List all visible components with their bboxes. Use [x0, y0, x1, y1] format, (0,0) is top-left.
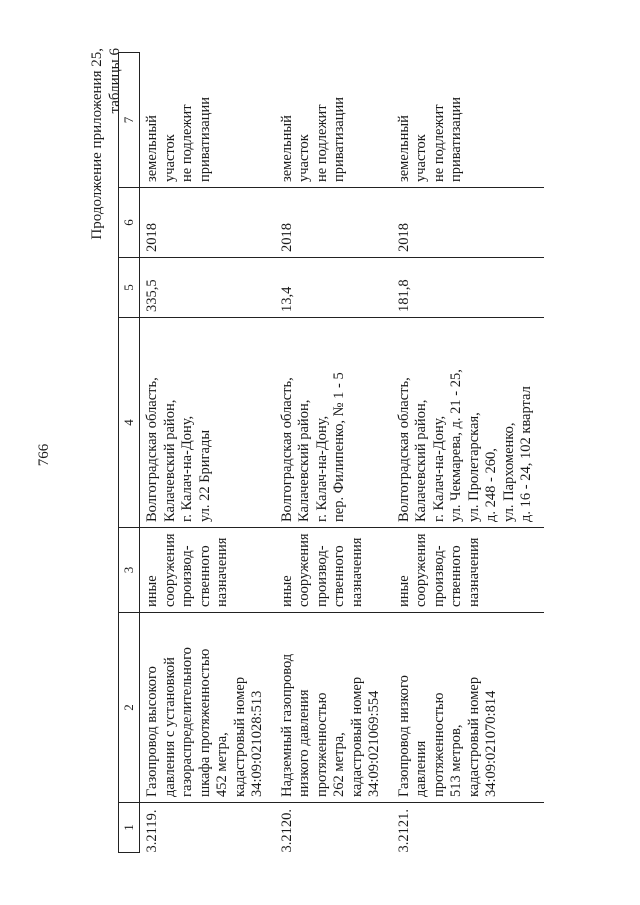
object-address-line: г. Калач-на-Дону,: [430, 415, 447, 522]
object-address-line: г. Калач-на-Дону,: [313, 415, 330, 522]
column-number: 5: [119, 258, 140, 318]
object-name-line: давления с установкой: [161, 657, 178, 797]
object-note-line: приватизации: [448, 96, 464, 182]
object-name-line: 34:09:021069:554: [366, 690, 382, 797]
object-address-line: Волгоградская область,: [395, 377, 412, 522]
column-number: 7: [119, 53, 140, 188]
object-address-line: Калачевский район,: [413, 399, 429, 522]
object-note-line: участок: [413, 134, 429, 182]
continuation-line-2: таблицы 6: [107, 48, 123, 114]
object-note-line: не подлежит: [179, 104, 195, 182]
object-address-line: ул. Чекмарева, д. 21 - 25,: [448, 369, 464, 522]
column-number: 2: [119, 613, 140, 803]
object-year: 2018: [140, 188, 275, 258]
object-address: [275, 318, 392, 528]
object-note-line: земельный: [278, 115, 295, 182]
object-address-line: д. 248 - 260,: [483, 448, 499, 522]
object-address-line: ул. Пархоменко,: [500, 422, 517, 522]
object-name: [392, 613, 544, 803]
object-type-line: сооружения: [161, 533, 178, 607]
object-type-line: иные: [278, 575, 295, 607]
object-name-line: газораспределительного: [179, 647, 195, 797]
object-name: [275, 613, 392, 803]
page-number: 766: [36, 443, 52, 467]
object-area: 335,5: [140, 258, 275, 318]
object-note-line: не подлежит: [430, 104, 447, 182]
object-note: [275, 53, 392, 188]
object-type-line: ственного: [331, 545, 347, 607]
object-name: [140, 613, 275, 803]
property-table: [118, 52, 544, 853]
object-name-line: кадастровый номер: [465, 676, 482, 797]
object-type-line: производ-: [430, 545, 447, 607]
row-number: 3.2121.: [392, 803, 544, 853]
object-note-line: участок: [296, 134, 312, 182]
object-note-line: участок: [161, 134, 178, 182]
object-name-line: кадастровый номер: [231, 676, 248, 797]
row-number: 3.2120.: [275, 803, 392, 853]
column-number: 1: [119, 803, 140, 853]
object-address-line: Калачевский район,: [161, 399, 178, 522]
object-name-line: 34:09:021028:513: [249, 690, 265, 797]
continuation-line-1: Продолжение приложения 25,: [89, 48, 105, 240]
object-address: [140, 318, 275, 528]
column-number: 3: [119, 528, 140, 613]
object-address-line: ул. Пролетарская,: [465, 412, 482, 522]
object-type: [140, 528, 275, 613]
object-type-line: иные: [395, 575, 412, 607]
object-name-line: Газопровод низкого: [395, 675, 412, 797]
object-address-line: д. 16 - 24, 102 квартал: [518, 386, 534, 522]
object-type-line: сооружения: [296, 533, 312, 607]
object-address-line: Калачевский район,: [296, 399, 312, 522]
object-name-line: низкого давления: [296, 689, 312, 797]
object-name-line: протяженностью: [430, 692, 447, 797]
object-address-line: пер. Филипенко, № 1 - 5: [331, 372, 347, 522]
object-address-line: г. Калач-на-Дону,: [179, 415, 195, 522]
object-note-line: приватизации: [196, 96, 213, 182]
table-row: [392, 53, 544, 853]
object-note-line: земельный: [144, 115, 160, 182]
object-area: 13,4: [275, 258, 392, 318]
column-number: 4: [119, 318, 140, 528]
object-name-line: кадастровый номер: [348, 676, 365, 797]
object-note-line: земельный: [395, 115, 412, 182]
row-number: 3.2119.: [140, 803, 275, 853]
object-note-line: не подлежит: [313, 104, 330, 182]
object-note-line: приватизации: [331, 96, 347, 182]
object-name-line: протяженностью: [313, 692, 330, 797]
object-type-line: назначения: [214, 537, 230, 607]
object-type: [392, 528, 544, 613]
object-type-line: производ-: [313, 545, 330, 607]
object-note: [140, 53, 275, 188]
object-address-line: Волгоградская область,: [144, 377, 160, 522]
object-type: [275, 528, 392, 613]
object-year: 2018: [275, 188, 392, 258]
object-name-line: Газопровод высокого: [144, 666, 160, 797]
object-type-line: назначения: [348, 537, 365, 607]
object-address-line: Волгоградская область,: [278, 377, 295, 522]
object-type-line: сооружения: [413, 533, 429, 607]
object-address-line: ул. 22 Бригады: [196, 429, 213, 522]
object-year: 2018: [392, 188, 544, 258]
object-name-line: 262 метра,: [331, 732, 347, 797]
object-type-line: назначения: [465, 537, 482, 607]
object-type-line: ственного: [196, 545, 213, 607]
column-number: 6: [119, 188, 140, 258]
object-type-line: иные: [144, 575, 160, 607]
table-row: [275, 53, 392, 853]
object-address: [392, 318, 544, 528]
object-name-line: 34:09:021070:814: [483, 690, 499, 797]
object-name-line: Надземный газопровод: [278, 653, 295, 797]
object-type-line: ственного: [448, 545, 464, 607]
object-type-line: производ-: [179, 545, 195, 607]
object-name-line: 513 метров,: [448, 724, 464, 797]
object-note: [392, 53, 544, 188]
table-row: [140, 53, 275, 853]
object-area: 181,8: [392, 258, 544, 318]
object-name-line: давления: [413, 740, 429, 797]
object-name-line: шкафа протяженностью: [196, 648, 213, 797]
column-number-row: [119, 53, 140, 853]
object-name-line: 452 метра,: [214, 732, 230, 797]
